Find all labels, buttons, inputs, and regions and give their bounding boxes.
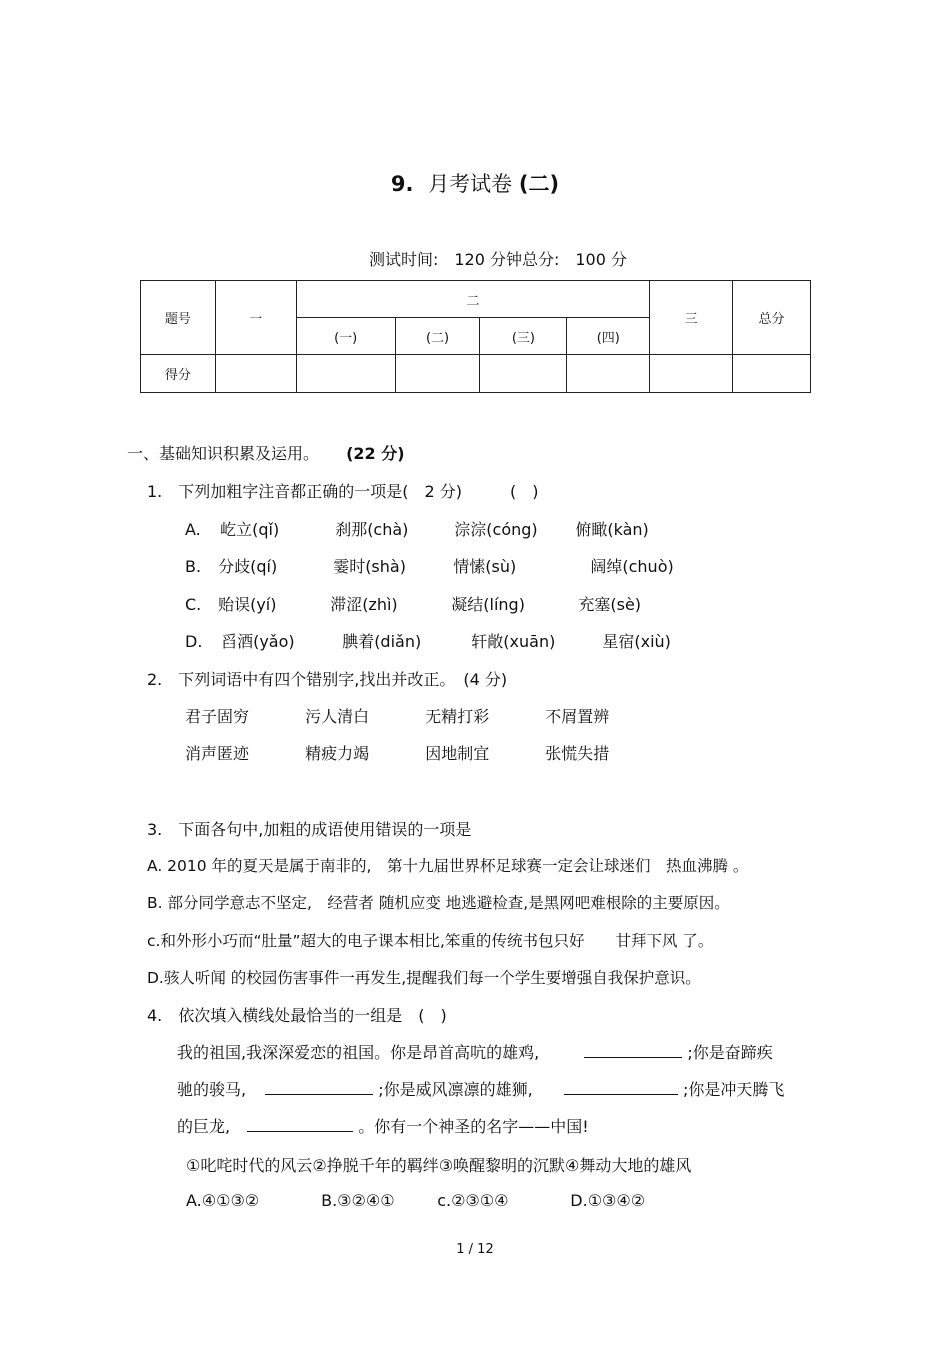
- choice-item: B.③②④①: [321, 1191, 395, 1210]
- cell-er: 二: [296, 281, 649, 318]
- word-item: 精疲力竭: [305, 744, 370, 763]
- option-item: 阔绰(chuò): [590, 557, 674, 576]
- passage-text: ;你是奋蹄疾: [687, 1043, 773, 1062]
- score-table: [140, 280, 811, 393]
- q3-option-a: A. 2010 年的夏天是属于南非的, 第十九届世界杯足球赛一定会让球迷们 热血沸腾 。: [147, 857, 749, 875]
- q2-row-2: [185, 741, 609, 764]
- question-2-stem: 2. 下列词语中有四个错别字,找出并改正。 (4 分): [147, 670, 508, 689]
- q3-option-d: D.骇人听闻 的校园伤害事件一再发生,提醒我们每一个学生要增强自我保护意识。: [147, 969, 701, 987]
- question-3-stem: 3. 下面各句中,加粗的成语使用错误的一项是: [147, 820, 472, 839]
- q4-phrases: ①叱咤时代的风云②挣脱千年的羁绊③唤醒黎明的沉默④舞动大地的雄风: [186, 1156, 692, 1175]
- cell-sub-3: (三): [480, 318, 567, 355]
- score-blank: [733, 355, 811, 393]
- option-item: 舀酒(yǎo): [221, 632, 295, 651]
- option-item: 滞涩(zhì): [330, 595, 398, 614]
- fill-blank: [584, 1041, 682, 1058]
- option-item: 刹那(chà): [335, 520, 409, 539]
- q1-option-a: [185, 517, 649, 540]
- cell-sub-2: (二): [395, 318, 480, 355]
- passage-text: 驰的骏马,: [177, 1080, 247, 1099]
- word-item: 污人清白: [305, 707, 370, 726]
- passage-text: 我的祖国,我深深爱恋的祖国。你是昂首高吭的雄鸡,: [177, 1043, 540, 1062]
- choice-item: D.①③④②: [570, 1191, 646, 1210]
- option-item: 腆着(diǎn): [342, 632, 422, 651]
- title-text: 月考试卷: [428, 172, 513, 196]
- option-item: 充塞(sè): [578, 595, 642, 614]
- title-paren: (二): [518, 172, 560, 196]
- passage-text: ;你是威风凛凛的雄狮,: [378, 1080, 533, 1099]
- fill-blank: [265, 1078, 373, 1095]
- score-blank: [480, 355, 567, 393]
- option-item: 淙淙(cóng): [454, 520, 538, 539]
- score-blank: [567, 355, 650, 393]
- score-blank: [395, 355, 480, 393]
- cell-defen: 得分: [141, 355, 216, 393]
- cell-tihao: 题号: [141, 281, 216, 355]
- q3-option-c: c.和外形小巧而“肚量”超大的电子课本相比,笨重的传统书包只好 甘拜下风 了。: [147, 932, 714, 950]
- option-letter: B.: [185, 557, 202, 576]
- choice-item: A.④①③②: [186, 1191, 260, 1210]
- passage-text: 。你有一个神圣的名字——中国!: [358, 1117, 589, 1136]
- cell-yi: 一: [215, 281, 296, 355]
- word-item: 消声匿迹: [185, 744, 250, 763]
- fill-blank: [564, 1078, 678, 1095]
- choice-item: c.②③①④: [437, 1191, 509, 1210]
- page-title: [0, 168, 950, 198]
- option-letter: C.: [185, 595, 202, 614]
- word-item: 无精打彩: [425, 707, 490, 726]
- word-item: 君子固穷: [185, 707, 250, 726]
- cell-sub-1: (一): [296, 318, 395, 355]
- passage-text: ;你是冲天腾飞: [682, 1080, 785, 1099]
- fill-blank: [247, 1115, 353, 1132]
- q4-choices: [186, 1191, 645, 1210]
- option-item: 凝结(líng): [451, 595, 525, 614]
- option-item: 分歧(qí): [218, 557, 278, 576]
- score-blank: [215, 355, 296, 393]
- q4-passage-line-3: [177, 1114, 589, 1137]
- q1-option-d: [185, 629, 671, 652]
- q4-passage-line-1: [177, 1040, 773, 1063]
- option-item: 情愫(sù): [453, 557, 517, 576]
- score-blank: [650, 355, 733, 393]
- time-and-score-line: 测试时间: 120 分钟总分: 100 分: [368, 250, 628, 269]
- q3-option-b: B. 部分同学意志不坚定, 经营者 随机应变 地逃避检查,是黑网吧难根除的主要原因。: [147, 894, 730, 912]
- option-item: 贻误(yí): [218, 595, 277, 614]
- cell-sub-4: (四): [567, 318, 650, 355]
- section-points: (22 分): [346, 444, 405, 463]
- question-4-stem: 4. 依次填入横线处最恰当的一组是 ( ): [147, 1006, 447, 1025]
- section-heading: [127, 441, 405, 464]
- title-number: 9.: [390, 172, 414, 196]
- passage-text: 的巨龙,: [177, 1117, 231, 1136]
- q1-option-c: [185, 592, 641, 615]
- q1-option-b: [185, 554, 674, 577]
- word-item: 张慌失措: [545, 744, 610, 763]
- word-item: 不屑置辨: [545, 707, 610, 726]
- page-number: 1 / 12: [456, 1242, 494, 1257]
- option-item: 霎时(shà): [333, 557, 406, 576]
- score-blank: [296, 355, 395, 393]
- question-1-stem: 1. 下列加粗字注音都正确的一项是( 2 分) ( ): [147, 482, 539, 501]
- word-item: 因地制宜: [425, 744, 490, 763]
- cell-zongfen: 总分: [733, 281, 811, 355]
- option-item: 星宿(xiù): [602, 632, 671, 651]
- option-letter: A.: [185, 520, 201, 539]
- section-label: 一、基础知识积累及运用。: [127, 444, 320, 463]
- cell-san: 三: [650, 281, 733, 355]
- option-item: 轩敞(xuān): [471, 632, 556, 651]
- option-item: 屹立(qǐ): [220, 520, 280, 539]
- option-letter: D.: [185, 632, 203, 651]
- q2-row-1: [185, 704, 609, 727]
- q4-passage-line-2: [177, 1077, 784, 1100]
- option-item: 俯瞰(kàn): [575, 520, 649, 539]
